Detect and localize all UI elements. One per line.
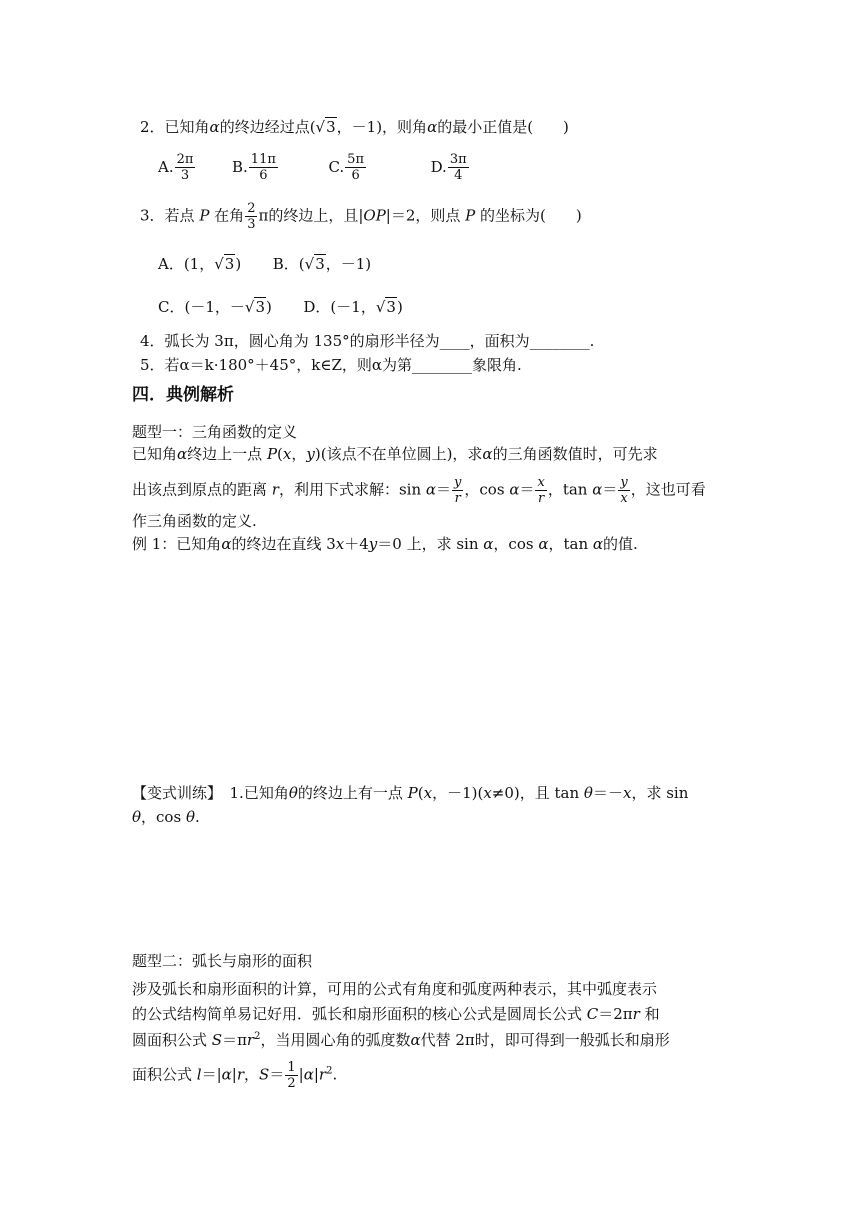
q3-option-d: D．(－1，√3) — [303, 298, 403, 316]
variant-label: 【变式训练】 — [132, 784, 215, 802]
q3-option-a: A．(1，√3) — [158, 255, 242, 273]
sqrt-expression: √3 — [315, 118, 336, 136]
type1-paragraph-line2: 出该点到原点的距离 r，利用下式求解：sin α＝ $\frac{y}{r}$ ，cos α＝ $\frac{x}{r}$ ，tan α＝ $\frac{y}{x}$ ，这也可看 — [132, 475, 706, 506]
q3-option-b: B．(√3，－1) — [272, 255, 372, 273]
fraction-one-half: $\frac{1}{2}$ — [287, 1060, 296, 1091]
q2-text: ，－1)，则角 — [336, 118, 428, 136]
fraction-x-over-r: $\frac{x}{r}$ — [537, 475, 545, 506]
q2-text: 的终边经过点( — [219, 118, 316, 136]
type2-paragraph-line1: 涉及弧长和扇形面积的计算，可用的公式有角度和弧度两种表示，其中弧度表示 — [132, 980, 658, 998]
q2-option-c: C. $\frac{5\pi}{6}$ — [328, 152, 364, 183]
q2-option-d: D. $\frac{3\pi}{4}$ — [430, 152, 467, 183]
fraction-y-over-x: $\frac{y}{x}$ — [620, 475, 628, 506]
type2-paragraph-line3: 圆面积公式 $S=\pi r^2$，当用圆心角的弧度数α代替 2π时，即可得到一般弧长和扇形 — [132, 1031, 670, 1049]
q2-options — [158, 152, 470, 183]
type1-paragraph-line3: 作三角函数的定义. — [132, 512, 257, 530]
q2-option-b: B. $\frac{11\pi}{6}$ — [232, 152, 276, 183]
example-1: 例 1：已知角α的终边在直线 3x＋4y＝0 上，求 sin α，cos α，tan α的值. — [132, 535, 638, 553]
type1-title: 题型一：三角函数的定义 — [132, 423, 298, 441]
q2-text: 2．已知角 — [140, 118, 210, 136]
type2-title: 题型二：弧长与扇形的面积 — [132, 952, 313, 970]
question-3: 3．若点 P 在角 $\frac{2}{3}$ π的终边上，且|OP|＝2，则点 P 的坐标为( ) — [140, 201, 582, 232]
type1-paragraph-line1: 已知角α终边上一点 P(x，y)(该点不在单位圆上)，求α的三角函数值时，可先求 — [132, 445, 658, 463]
fraction-two-thirds: $\frac{2}{3}$ — [247, 201, 256, 232]
question-2 — [140, 117, 569, 137]
question-5: 5．若α＝k·180°＋45°，k∈Z，则α为第________象限角. — [140, 356, 522, 374]
q3-options-row2 — [158, 297, 403, 317]
variant-training-line1: 【变式训练】 1.已知角θ的终边上有一点 P(x，－1)(x≠0)，且 tan θ＝－x，求 sin — [132, 784, 689, 802]
q3-option-c: C．(－1，－√3) — [158, 298, 272, 316]
type2-paragraph-line4: 面积公式 l＝|α|r，S＝ $\frac{1}{2}$ $|\alpha|r^2$. — [132, 1060, 338, 1091]
question-4: 4．弧长为 3π，圆心角为 135°的扇形半径为____，面积为________. — [140, 332, 595, 350]
alpha-symbol: α — [427, 118, 438, 136]
q3-options-row1 — [158, 254, 371, 274]
q2-option-a: A. $\frac{2\pi}{3}$ — [158, 152, 194, 183]
q2-text: 的最小正值是( ) — [437, 118, 569, 136]
variant-training-line2: θ，cos θ. — [132, 808, 200, 826]
type2-paragraph-line2: 的公式结构简单易记好用．弧长和扇形面积的核心公式是圆周长公式 C＝2πr 和 — [132, 1005, 660, 1023]
fraction-y-over-r: $\frac{y}{r}$ — [454, 475, 462, 506]
alpha-symbol: α — [209, 118, 220, 136]
section-title: 四．典例解析 — [132, 385, 234, 405]
